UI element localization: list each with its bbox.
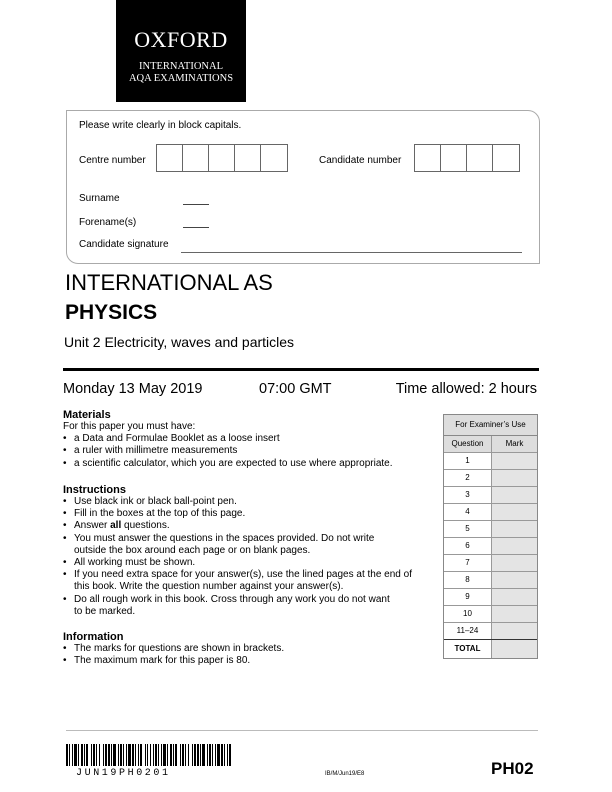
forename-label: Forename(s) bbox=[79, 217, 137, 228]
table-row bbox=[444, 504, 537, 521]
table-row bbox=[444, 606, 537, 623]
exam-date: Monday 13 May 2019 bbox=[63, 381, 203, 397]
footer-divider bbox=[66, 730, 538, 731]
instruction-text: questions. bbox=[121, 520, 170, 532]
materials-item: • a Data and Formulae Booklet as a loose insert bbox=[63, 433, 433, 445]
information-item: • The maximum mark for this paper is 80. bbox=[63, 655, 433, 667]
materials-item: • a ruler with millimetre measurements bbox=[63, 445, 433, 457]
total-row bbox=[444, 639, 537, 658]
barcode-icon bbox=[66, 744, 233, 766]
surname-label: Surname bbox=[79, 193, 120, 204]
centre-number-field[interactable] bbox=[156, 144, 288, 172]
mark-column-header: Mark bbox=[492, 436, 537, 452]
examiners-use-table bbox=[443, 414, 538, 659]
time-allowed: Time allowed: 2 hours bbox=[395, 381, 537, 397]
instruction-line: outside the box around each page or on blank pages. bbox=[74, 544, 311, 556]
subject-title: PHYSICS bbox=[65, 301, 158, 324]
question-number: 10 bbox=[444, 606, 492, 622]
table-row bbox=[444, 589, 537, 606]
instruction-line: • Do all rough work in this book. Cross through any work you do not want bbox=[74, 593, 390, 605]
centre-number-digit[interactable] bbox=[235, 145, 261, 171]
candidate-number-field[interactable] bbox=[414, 144, 520, 172]
information-heading: Information bbox=[63, 631, 124, 643]
logo-subtitle bbox=[116, 61, 246, 85]
centre-number-digit[interactable] bbox=[209, 145, 235, 171]
unit-title: Unit 2 Electricity, waves and particles bbox=[64, 334, 295, 350]
question-number: 11–24 bbox=[444, 623, 492, 639]
materials-section bbox=[63, 409, 433, 470]
question-number: 3 bbox=[444, 487, 492, 503]
centre-number-digit[interactable] bbox=[261, 145, 287, 171]
materials-heading: Materials bbox=[63, 409, 111, 421]
paper-code: PH02 bbox=[491, 759, 534, 778]
question-number: 1 bbox=[444, 453, 492, 469]
total-mark-cell bbox=[492, 640, 537, 658]
question-number: 4 bbox=[444, 504, 492, 520]
centre-number-digit[interactable] bbox=[157, 145, 183, 171]
table-header-row bbox=[444, 436, 537, 453]
logo-line-international: INTERNATIONAL bbox=[139, 61, 223, 72]
qualification-level: INTERNATIONAL AS bbox=[65, 270, 273, 295]
instruction-line: this book. Write the question number against your answer(s). bbox=[74, 581, 344, 593]
instruction-item bbox=[63, 569, 433, 593]
table-row bbox=[444, 521, 537, 538]
mark-cell bbox=[492, 504, 537, 520]
signature-label: Candidate signature bbox=[79, 239, 169, 250]
block-capitals-instruction: Please write clearly in block capitals. bbox=[79, 120, 242, 131]
table-row bbox=[444, 555, 537, 572]
instructions-heading: Instructions bbox=[63, 484, 126, 496]
instruction-item bbox=[63, 533, 433, 557]
mark-cell bbox=[492, 555, 537, 571]
mark-cell bbox=[492, 623, 537, 639]
candidate-number-digit[interactable] bbox=[415, 145, 441, 171]
materials-list bbox=[63, 433, 433, 470]
exam-time: 07:00 GMT bbox=[259, 381, 332, 397]
instruction-item: • Fill in the boxes at the top of this page. bbox=[63, 508, 433, 520]
total-label: TOTAL bbox=[444, 640, 492, 658]
logo-oxford: OXFORD bbox=[134, 27, 228, 52]
instruction-item bbox=[63, 594, 433, 618]
instruction-emphasis: all bbox=[110, 520, 122, 532]
oxford-aqa-logo bbox=[116, 0, 246, 102]
centre-number-label: Centre number bbox=[79, 155, 146, 166]
table-row bbox=[444, 470, 537, 487]
instruction-text: Answer bbox=[74, 520, 111, 532]
mark-cell bbox=[492, 453, 537, 469]
table-row bbox=[444, 487, 537, 504]
mark-cell bbox=[492, 470, 537, 486]
question-column-header: Question bbox=[444, 436, 492, 452]
question-number: 7 bbox=[444, 555, 492, 571]
examiners-use-header: For Examiner’s Use bbox=[444, 415, 537, 436]
candidate-number-digit[interactable] bbox=[467, 145, 493, 171]
instruction-item: • Use black ink or black ball-point pen. bbox=[63, 496, 433, 508]
table-row bbox=[444, 453, 537, 470]
candidate-number-digit[interactable] bbox=[493, 145, 519, 171]
mark-cell bbox=[492, 606, 537, 622]
table-row bbox=[444, 538, 537, 555]
mark-cell bbox=[492, 572, 537, 588]
materials-intro: For this paper you must have: bbox=[63, 421, 196, 432]
instructions-section bbox=[63, 484, 433, 618]
title-divider bbox=[63, 368, 539, 371]
forename-field[interactable] bbox=[183, 226, 209, 228]
candidate-number-label: Candidate number bbox=[319, 155, 402, 166]
question-number: 5 bbox=[444, 521, 492, 537]
logo-line-aqa: AQA EXAMINATIONS bbox=[128, 73, 234, 84]
instruction-item bbox=[63, 520, 433, 532]
table-row bbox=[444, 572, 537, 589]
paper-reference: IB/M/Jun19/E8 bbox=[325, 771, 365, 777]
information-item: • The marks for questions are shown in brackets. bbox=[63, 643, 433, 655]
barcode-text: JUN19PH0201 bbox=[76, 768, 171, 779]
instruction-line: to be marked. bbox=[74, 605, 136, 617]
instruction-item: • All working must be shown. bbox=[63, 557, 433, 569]
examiner-rows bbox=[444, 453, 537, 639]
signature-field[interactable] bbox=[181, 252, 522, 253]
table-row bbox=[444, 623, 537, 639]
surname-field[interactable] bbox=[183, 203, 209, 205]
question-number: 2 bbox=[444, 470, 492, 486]
mark-cell bbox=[492, 589, 537, 605]
centre-number-digit[interactable] bbox=[183, 145, 209, 171]
mark-cell bbox=[492, 538, 537, 554]
question-number: 9 bbox=[444, 589, 492, 605]
candidate-number-digit[interactable] bbox=[441, 145, 467, 171]
mark-cell bbox=[492, 521, 537, 537]
materials-item: • a scientific calculator, which you are expected to use where appropriate. bbox=[63, 458, 433, 470]
question-number: 8 bbox=[444, 572, 492, 588]
information-list bbox=[63, 643, 433, 667]
instructions-list bbox=[63, 496, 433, 618]
instruction-line: • You must answer the questions in the spaces provided. Do not write bbox=[74, 532, 375, 544]
question-number: 6 bbox=[444, 538, 492, 554]
instruction-line: • If you need extra space for your answer(s), use the lined pages at the end of bbox=[74, 569, 412, 581]
mark-cell bbox=[492, 487, 537, 503]
information-section bbox=[63, 631, 433, 667]
